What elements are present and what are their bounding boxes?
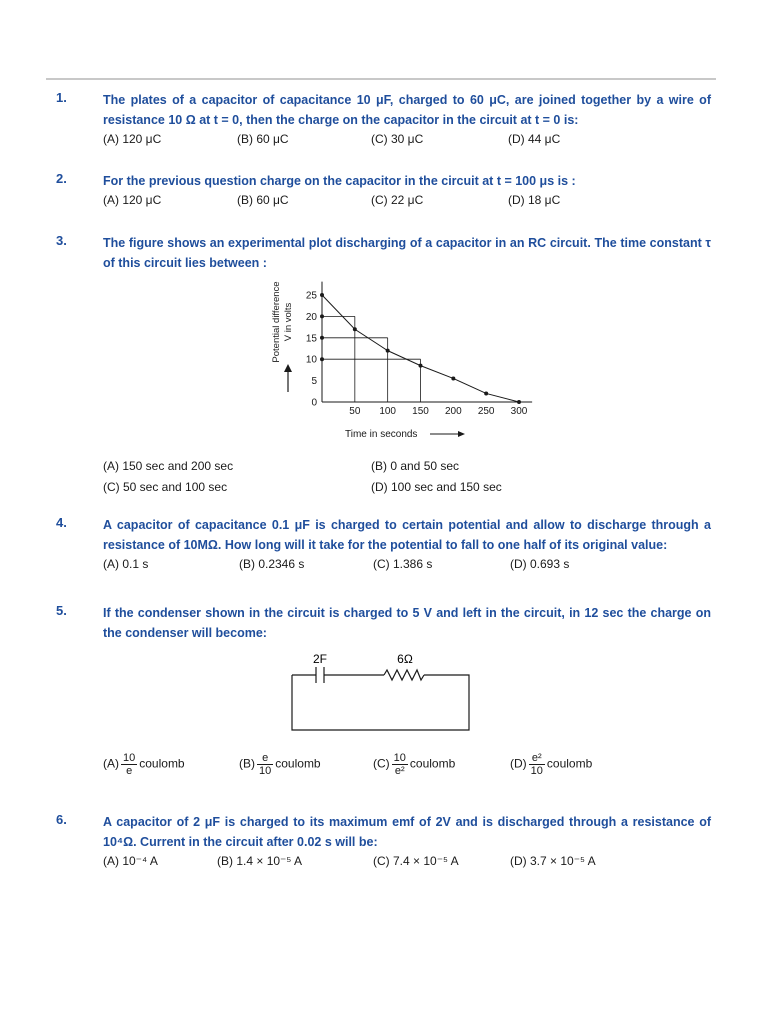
option-a: (A) 120 μC xyxy=(103,132,162,146)
x-tick-label: 300 xyxy=(510,406,528,417)
capacitor-label: 2F xyxy=(312,652,328,666)
axis-point xyxy=(320,314,324,318)
option-d: (D) 0.693 s xyxy=(510,557,570,571)
option-c: (C) 7.4 × 10⁻⁵ A xyxy=(373,854,459,868)
circuit-wire xyxy=(292,675,469,730)
data-point xyxy=(353,327,357,331)
y-arrow-head xyxy=(284,364,292,372)
q3-option-c: (C) 50 sec and 100 sec xyxy=(103,480,228,494)
resistor-zigzag xyxy=(384,670,424,680)
x-arrow-head xyxy=(458,431,465,437)
option-b: (B) 1.4 × 10⁻⁵ A xyxy=(217,854,303,868)
option-d: (D) 3.7 × 10⁻⁵ A xyxy=(510,854,596,868)
fraction: $\frac{e}{10}$ xyxy=(259,752,272,777)
question-text: For the previous question charge on the capacitor in the circuit at t = 100 μs is : xyxy=(103,174,576,188)
question-number: 3. xyxy=(56,233,67,248)
option-c: (C) 22 μC xyxy=(371,193,424,207)
resistor-label: 6Ω xyxy=(397,652,413,666)
option-b: (B) 60 μC xyxy=(237,132,289,146)
option-d: (D) 18 μC xyxy=(508,193,561,207)
q5-option-a: (A) $\frac{10}{e}$ coulomb xyxy=(103,752,185,777)
fraction: $\frac{\text{e²}}{10}$ xyxy=(530,752,543,777)
question-text: A capacitor of capacitance 0.1 μF is charged to certain potential and allow to discharge through a resistance of 10MΩ. How long will it take for the potential to fall to one half of its original value: xyxy=(103,518,711,552)
x-tick-label: 100 xyxy=(379,406,397,417)
x-tick-label: 50 xyxy=(349,406,361,417)
question-number: 6. xyxy=(56,812,67,827)
data-point xyxy=(484,391,488,395)
option-b: (B) 0.2346 s xyxy=(239,557,305,571)
question-text: If the condenser shown in the circuit is charged to 5 V and left in the circuit, in 12 sec the charge on the condenser will become: xyxy=(103,606,711,640)
fraction: $\frac{10}{e}$ xyxy=(123,752,136,777)
data-point xyxy=(419,364,423,368)
y-tick-label: 10 xyxy=(305,354,317,366)
option-c: (C) 30 μC xyxy=(371,132,424,146)
q5-option-d: (D) $\frac{\text{e²}}{10}$ coulomb xyxy=(510,752,593,777)
y-tick-label: 25 xyxy=(305,290,317,302)
y-tick-label: 5 xyxy=(311,376,317,388)
q3-option-d: (D) 100 sec and 150 sec xyxy=(371,480,502,494)
y-tick-label: 0 xyxy=(311,397,317,409)
x-tick-label: 250 xyxy=(477,406,495,417)
data-point xyxy=(517,400,521,404)
x-tick-label: 150 xyxy=(412,406,429,417)
q5-option-b: (B) $\frac{e}{10}$ coulomb xyxy=(239,752,321,777)
option-d: (D) 44 μC xyxy=(508,132,561,146)
x-tick-label: 200 xyxy=(444,406,462,417)
x-axis-label: Time in seconds xyxy=(345,429,418,440)
y-axis-label: Potential difference xyxy=(271,281,282,363)
option-b: (B) 60 μC xyxy=(237,193,289,207)
question-number: 4. xyxy=(56,515,67,530)
data-point xyxy=(451,376,455,380)
question-number: 1. xyxy=(56,90,67,105)
question-text: The figure shows an experimental plot discharging of a capacitor in an RC circuit. The time constant τ of this circuit lies between : xyxy=(103,236,711,270)
rc-circuit xyxy=(288,648,478,738)
option-a: (A) 120 μC xyxy=(103,193,162,207)
axis-point xyxy=(320,357,324,361)
q5-option-c: (C) $\frac{10}{\text{e²}}$ coulomb xyxy=(373,752,456,777)
q3-option-b: (B) 0 and 50 sec xyxy=(371,459,460,473)
option-a: (A) 10⁻⁴ A xyxy=(103,854,158,868)
discharge-chart xyxy=(266,272,528,447)
data-point xyxy=(386,349,390,353)
option-a: (A) 0.1 s xyxy=(103,557,149,571)
question-text: The plates of a capacitor of capacitance 10 μF, charged to 60 μC, are joined together by a wire of resistance 10 Ω at t = 0, then the charge on the capacitor in the circuit at t = 0 is: xyxy=(103,93,711,127)
y-axis-label-2: V in volts xyxy=(283,302,294,342)
question-number: 2. xyxy=(56,171,67,186)
question-text: A capacitor of 2 μF is charged to its maximum emf of 2V and is discharged through a resistance of 10⁴Ω. Current in the circuit after 0.02 s will be: xyxy=(103,815,711,849)
y-tick-label: 15 xyxy=(305,333,317,345)
option-c: (C) 1.386 s xyxy=(373,557,433,571)
question-number: 5. xyxy=(56,603,67,618)
y-tick-label: 20 xyxy=(305,311,317,323)
axis-point xyxy=(320,336,324,340)
fraction: $\frac{10}{\text{e²}}$ xyxy=(393,752,406,777)
q3-option-a: (A) 150 sec and 200 sec xyxy=(103,459,234,473)
top-divider xyxy=(46,78,716,80)
data-point xyxy=(320,293,324,297)
